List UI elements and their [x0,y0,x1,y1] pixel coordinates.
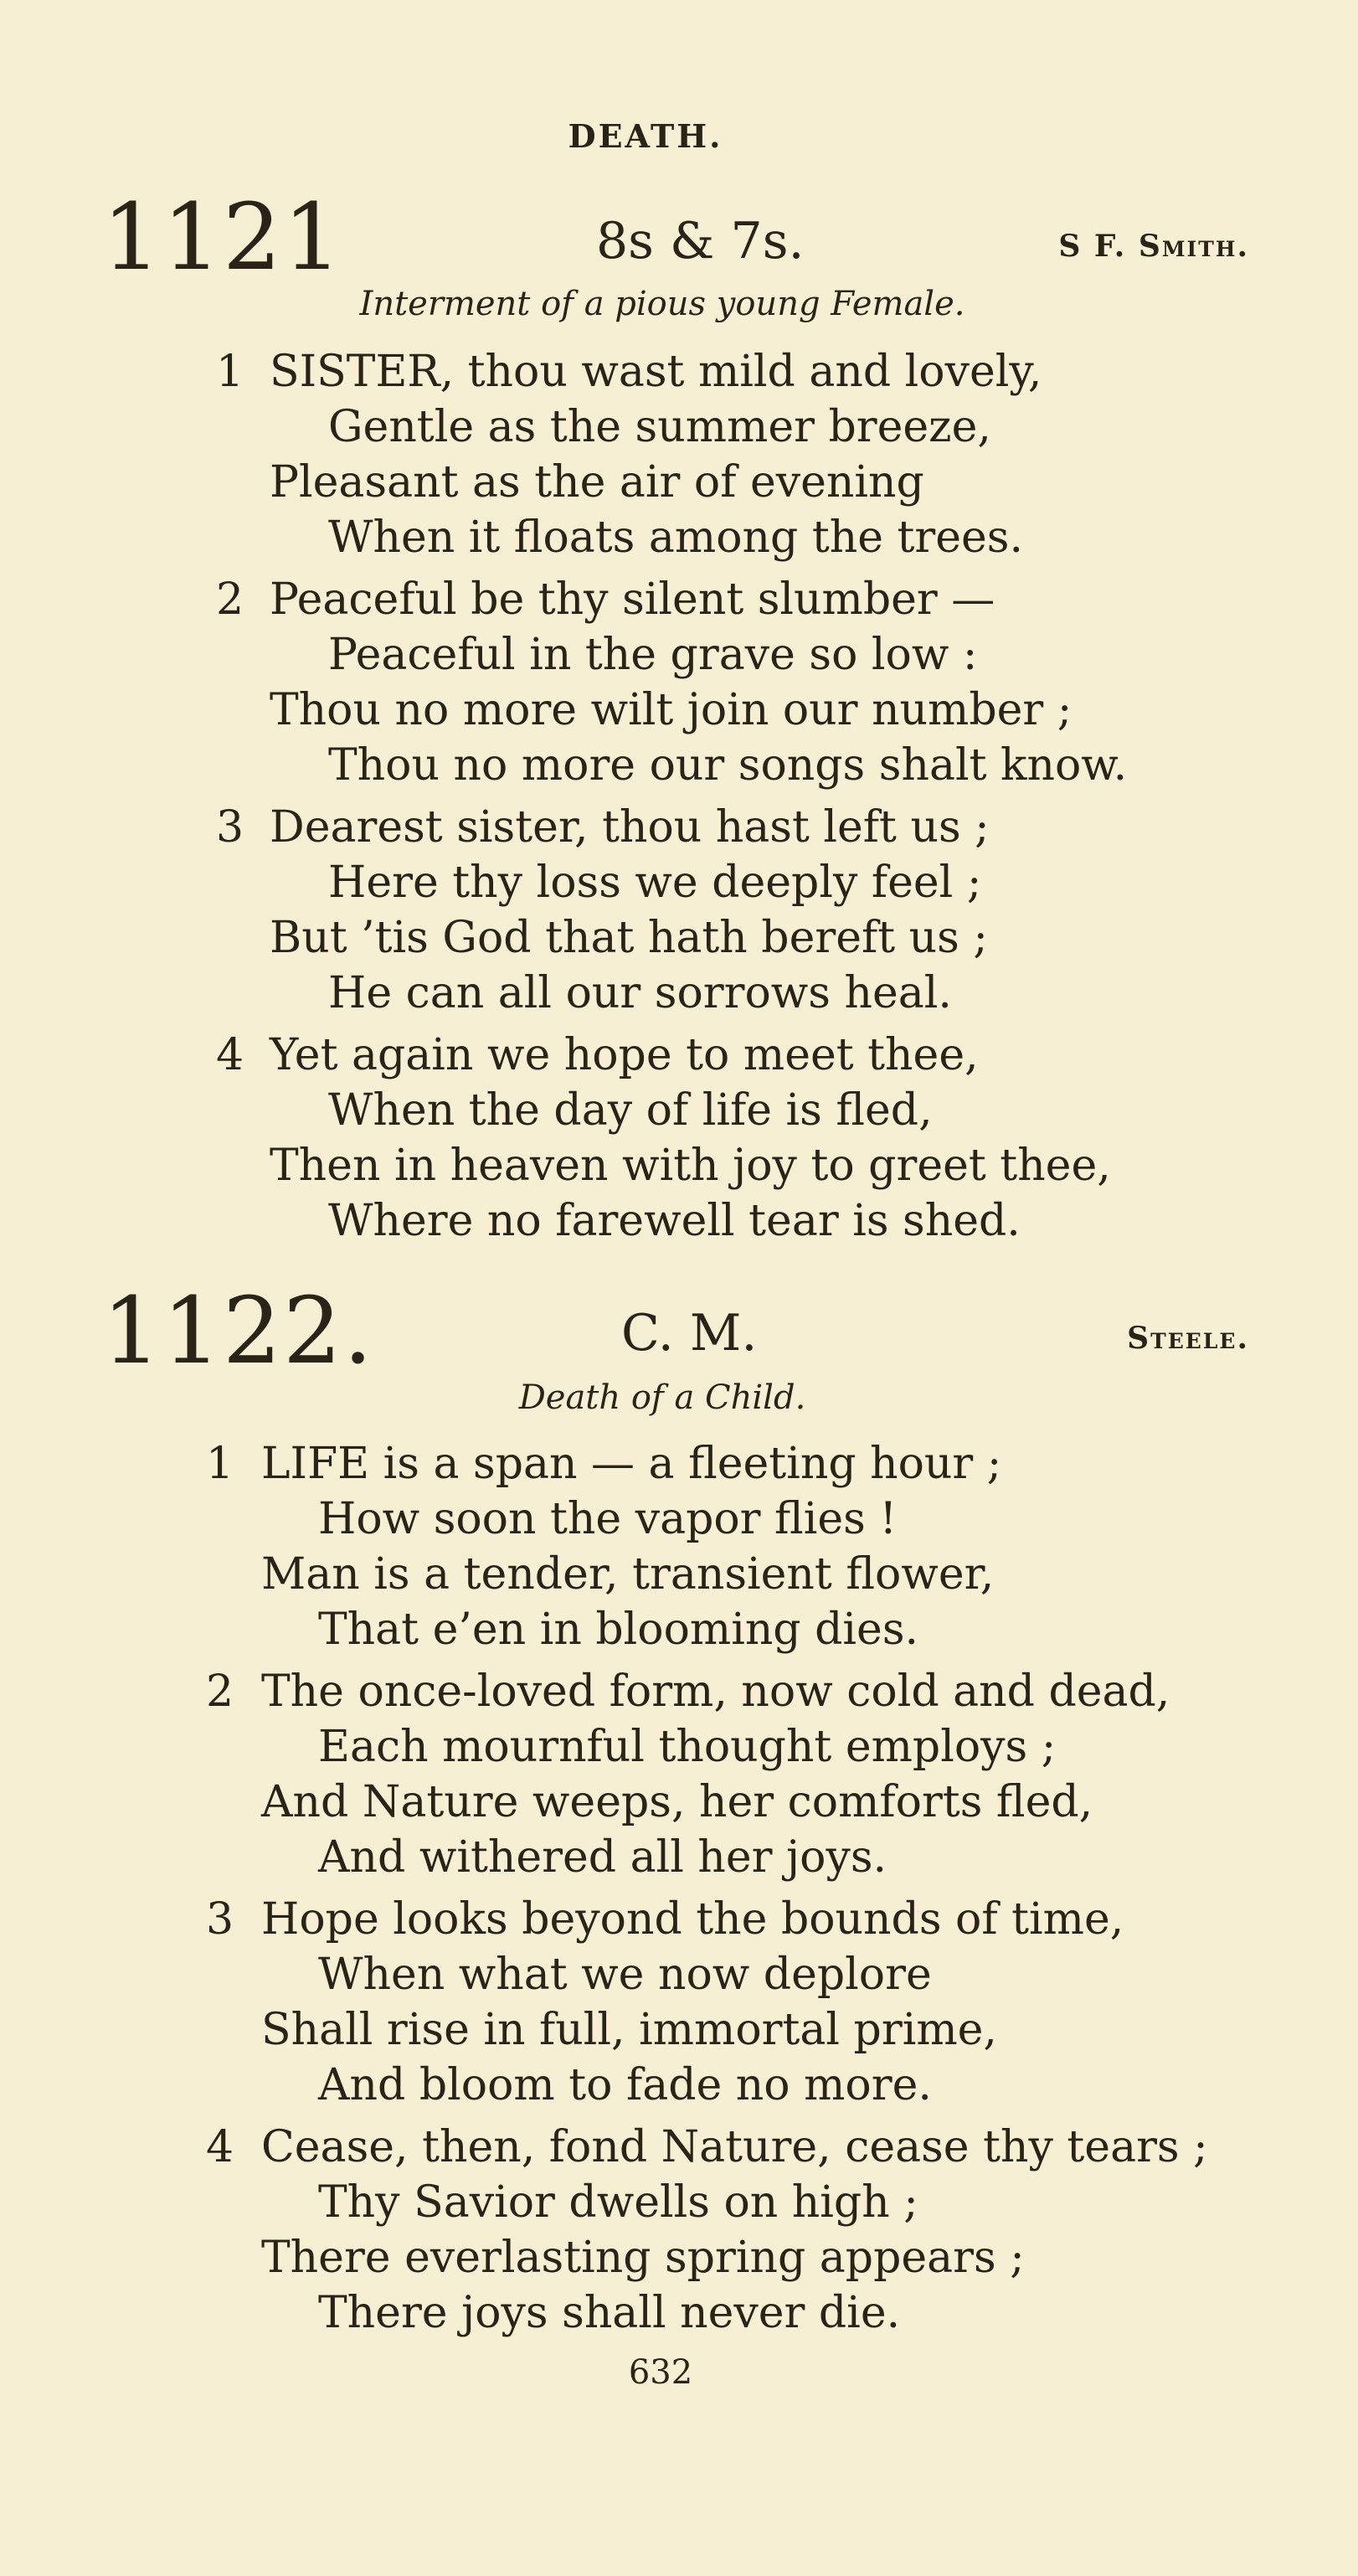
hymn-author: S F. Smith. [1058,229,1249,264]
verse-line: Each mournful thought employs ; [318,1722,1057,1772]
verse-line: When what we now deplore [318,1950,932,2000]
verse-line: Pleasant as the air of evening [270,457,924,507]
verse-line: Thou no more our songs shalt know. [328,740,1128,791]
hymn-subtitle: Death of a Child. [518,1378,806,1417]
verse-line: Thy Savior dwells on high ; [318,2177,918,2228]
verse-line: The once-loved form, now cold and dead, [261,1667,1170,1717]
hymn-meter: 8s & 7s. [596,212,805,270]
stanza-number: 2 [216,574,244,625]
verse-line: Thou no more wilt join our number ; [270,685,1073,735]
verse-line: When it floats among the trees. [328,513,1024,563]
verse-line: Yet again we hope to meet thee, [270,1030,979,1080]
verse-line: But ’tis God that hath bereft us ; [270,913,988,963]
stanza-number: 3 [216,802,244,853]
verse-line: He can all our sorrows heal. [328,968,952,1018]
verse-line: Shall rise in full, immortal prime, [261,2005,997,2055]
hymn-number: 1121 [102,183,343,291]
verse-line: Cease, then, fond Nature, cease thy tears ; [261,2122,1208,2172]
verse-line: There joys shall never die. [318,2288,901,2338]
verse-line: And withered all her joys. [318,1832,887,1883]
verse-line: There everlasting spring appears ; [261,2233,1025,2283]
verse-line: And bloom to fade no more. [318,2060,932,2110]
verse-line: Peaceful in the grave so low : [328,630,978,680]
verse-line: SISTER, thou wast mild and lovely, [270,347,1042,397]
running-head: DEATH. [568,117,723,155]
verse-line: Peaceful be thy silent slumber — [270,574,995,625]
hymn-meter: C. M. [621,1304,758,1363]
verse-line: Gentle as the summer breeze, [328,402,991,452]
verse-line: And Nature weeps, her comforts fled, [261,1777,1093,1827]
hymn-subtitle: Interment of a pious young Female. [359,285,965,323]
stanza-number: 4 [206,2122,234,2172]
verse-line: That e’en in blooming dies. [318,1605,919,1655]
stanza-number: 4 [216,1030,244,1080]
verse-line: Then in heaven with joy to greet thee, [270,1141,1111,1191]
hymn-number: 1122. [102,1277,374,1384]
verse-line: How soon the vapor flies ! [318,1494,898,1544]
verse-line: When the day of life is fled, [328,1085,933,1136]
verse-line: Dearest sister, thou hast left us ; [270,802,990,853]
hymn-author: Steele. [1127,1321,1249,1356]
stanza-number: 3 [206,1894,234,1945]
page-number: 632 [628,2353,693,2392]
verse-line: Man is a tender, transient flower, [261,1549,995,1600]
verse-line: Here thy loss we deeply feel ; [328,858,982,908]
stanza-number: 1 [206,1439,234,1489]
verse-line: Hope looks beyond the bounds of time, [261,1894,1124,1945]
stanza-number: 2 [206,1667,234,1717]
stanza-number: 1 [216,347,244,397]
verse-line: Where no farewell tear is shed. [328,1196,1021,1246]
verse-line: LIFE is a span — a fleeting hour ; [261,1439,1002,1489]
